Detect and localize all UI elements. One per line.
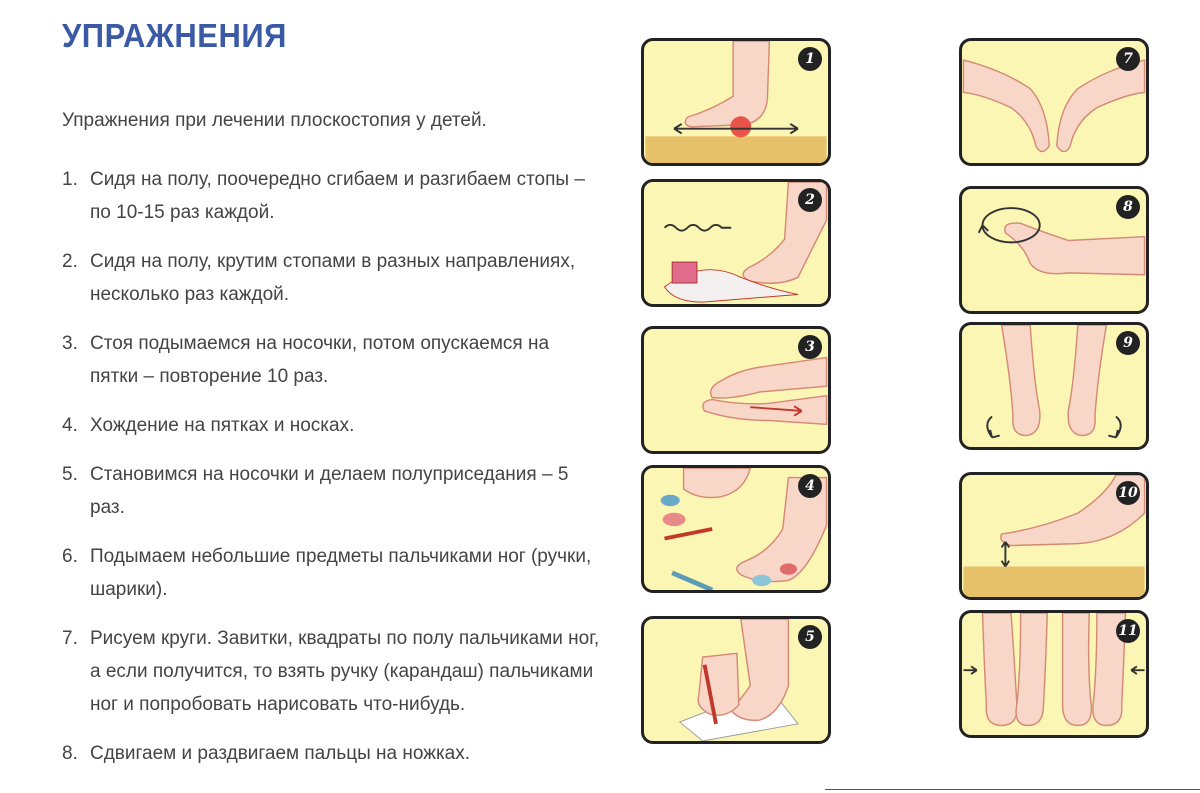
exercise-number-badge: 10 xyxy=(1116,481,1140,505)
item-number: 3. xyxy=(62,333,78,354)
list-item xyxy=(62,622,602,721)
exercise-number-badge: 5 xyxy=(798,625,822,649)
exercise-number-badge: 1 xyxy=(798,47,822,71)
exercise-illustration-5 xyxy=(641,616,831,744)
exercise-number-badge: 9 xyxy=(1116,331,1140,355)
exercise-illustration-11 xyxy=(959,610,1149,738)
item-number: 2. xyxy=(62,251,78,272)
item-number: 8. xyxy=(62,743,78,764)
exercise-number-badge: 11 xyxy=(1116,619,1140,643)
item-number: 5. xyxy=(62,464,78,485)
item-number: 6. xyxy=(62,546,78,567)
item-text: Сидя на полу, крутим стопами в разных направлениях, несколько раз каждой. xyxy=(90,251,576,305)
exercise-number-badge: 4 xyxy=(798,474,822,498)
exercise-number-badge: 8 xyxy=(1116,195,1140,219)
item-text: Становимся на носочки и делаем полуприседания – 5 раз. xyxy=(90,464,569,518)
exercise-illustration-2 xyxy=(641,179,831,307)
list-item xyxy=(62,245,602,311)
item-text: Сидя на полу, поочередно сгибаем и разгибаем стопы – по 10-15 раз каждой. xyxy=(90,169,585,223)
list-item xyxy=(62,458,602,524)
item-number: 7. xyxy=(62,628,78,649)
exercise-illustration-8 xyxy=(959,186,1149,314)
item-number: 1. xyxy=(62,169,78,190)
item-text: Подымаем небольшие предметы пальчиками ног (ручки, шарики). xyxy=(90,546,592,600)
exercise-number-badge: 2 xyxy=(798,188,822,212)
exercise-illustration-4 xyxy=(641,465,831,593)
item-text: Сдвигаем и раздвигаем пальцы на ножках. xyxy=(90,743,471,764)
exercise-number-badge: 3 xyxy=(798,335,822,359)
intro-text: Упражнения при лечении плоскостопия у детей. xyxy=(62,110,487,131)
list-item xyxy=(62,737,602,770)
exercise-illustration-3 xyxy=(641,326,831,454)
item-number: 4. xyxy=(62,415,78,436)
item-text: Рисуем круги. Завитки, квадраты по полу пальчиками ног, а если получится, то взять ручку (карандаш) пальчиками ног и попробовать нарисовать что-нибудь. xyxy=(90,628,600,715)
divider xyxy=(825,789,1200,790)
list-item xyxy=(62,327,602,393)
page-title: УПРАЖНЕНИЯ xyxy=(62,16,287,55)
exercise-number-badge: 7 xyxy=(1116,47,1140,71)
exercise-illustration-1 xyxy=(641,38,831,166)
exercise-illustration-9 xyxy=(959,322,1149,450)
item-text: Хождение на пятках и носках. xyxy=(90,415,355,436)
list-item xyxy=(62,163,602,229)
list-item xyxy=(62,540,602,606)
exercise-illustration-7 xyxy=(959,38,1149,166)
list-item xyxy=(62,409,602,442)
exercise-illustration-10 xyxy=(959,472,1149,600)
item-text: Стоя подымаемся на носочки, потом опускаемся на пятки – повторение 10 раз. xyxy=(90,333,550,387)
exercise-list xyxy=(62,163,602,786)
